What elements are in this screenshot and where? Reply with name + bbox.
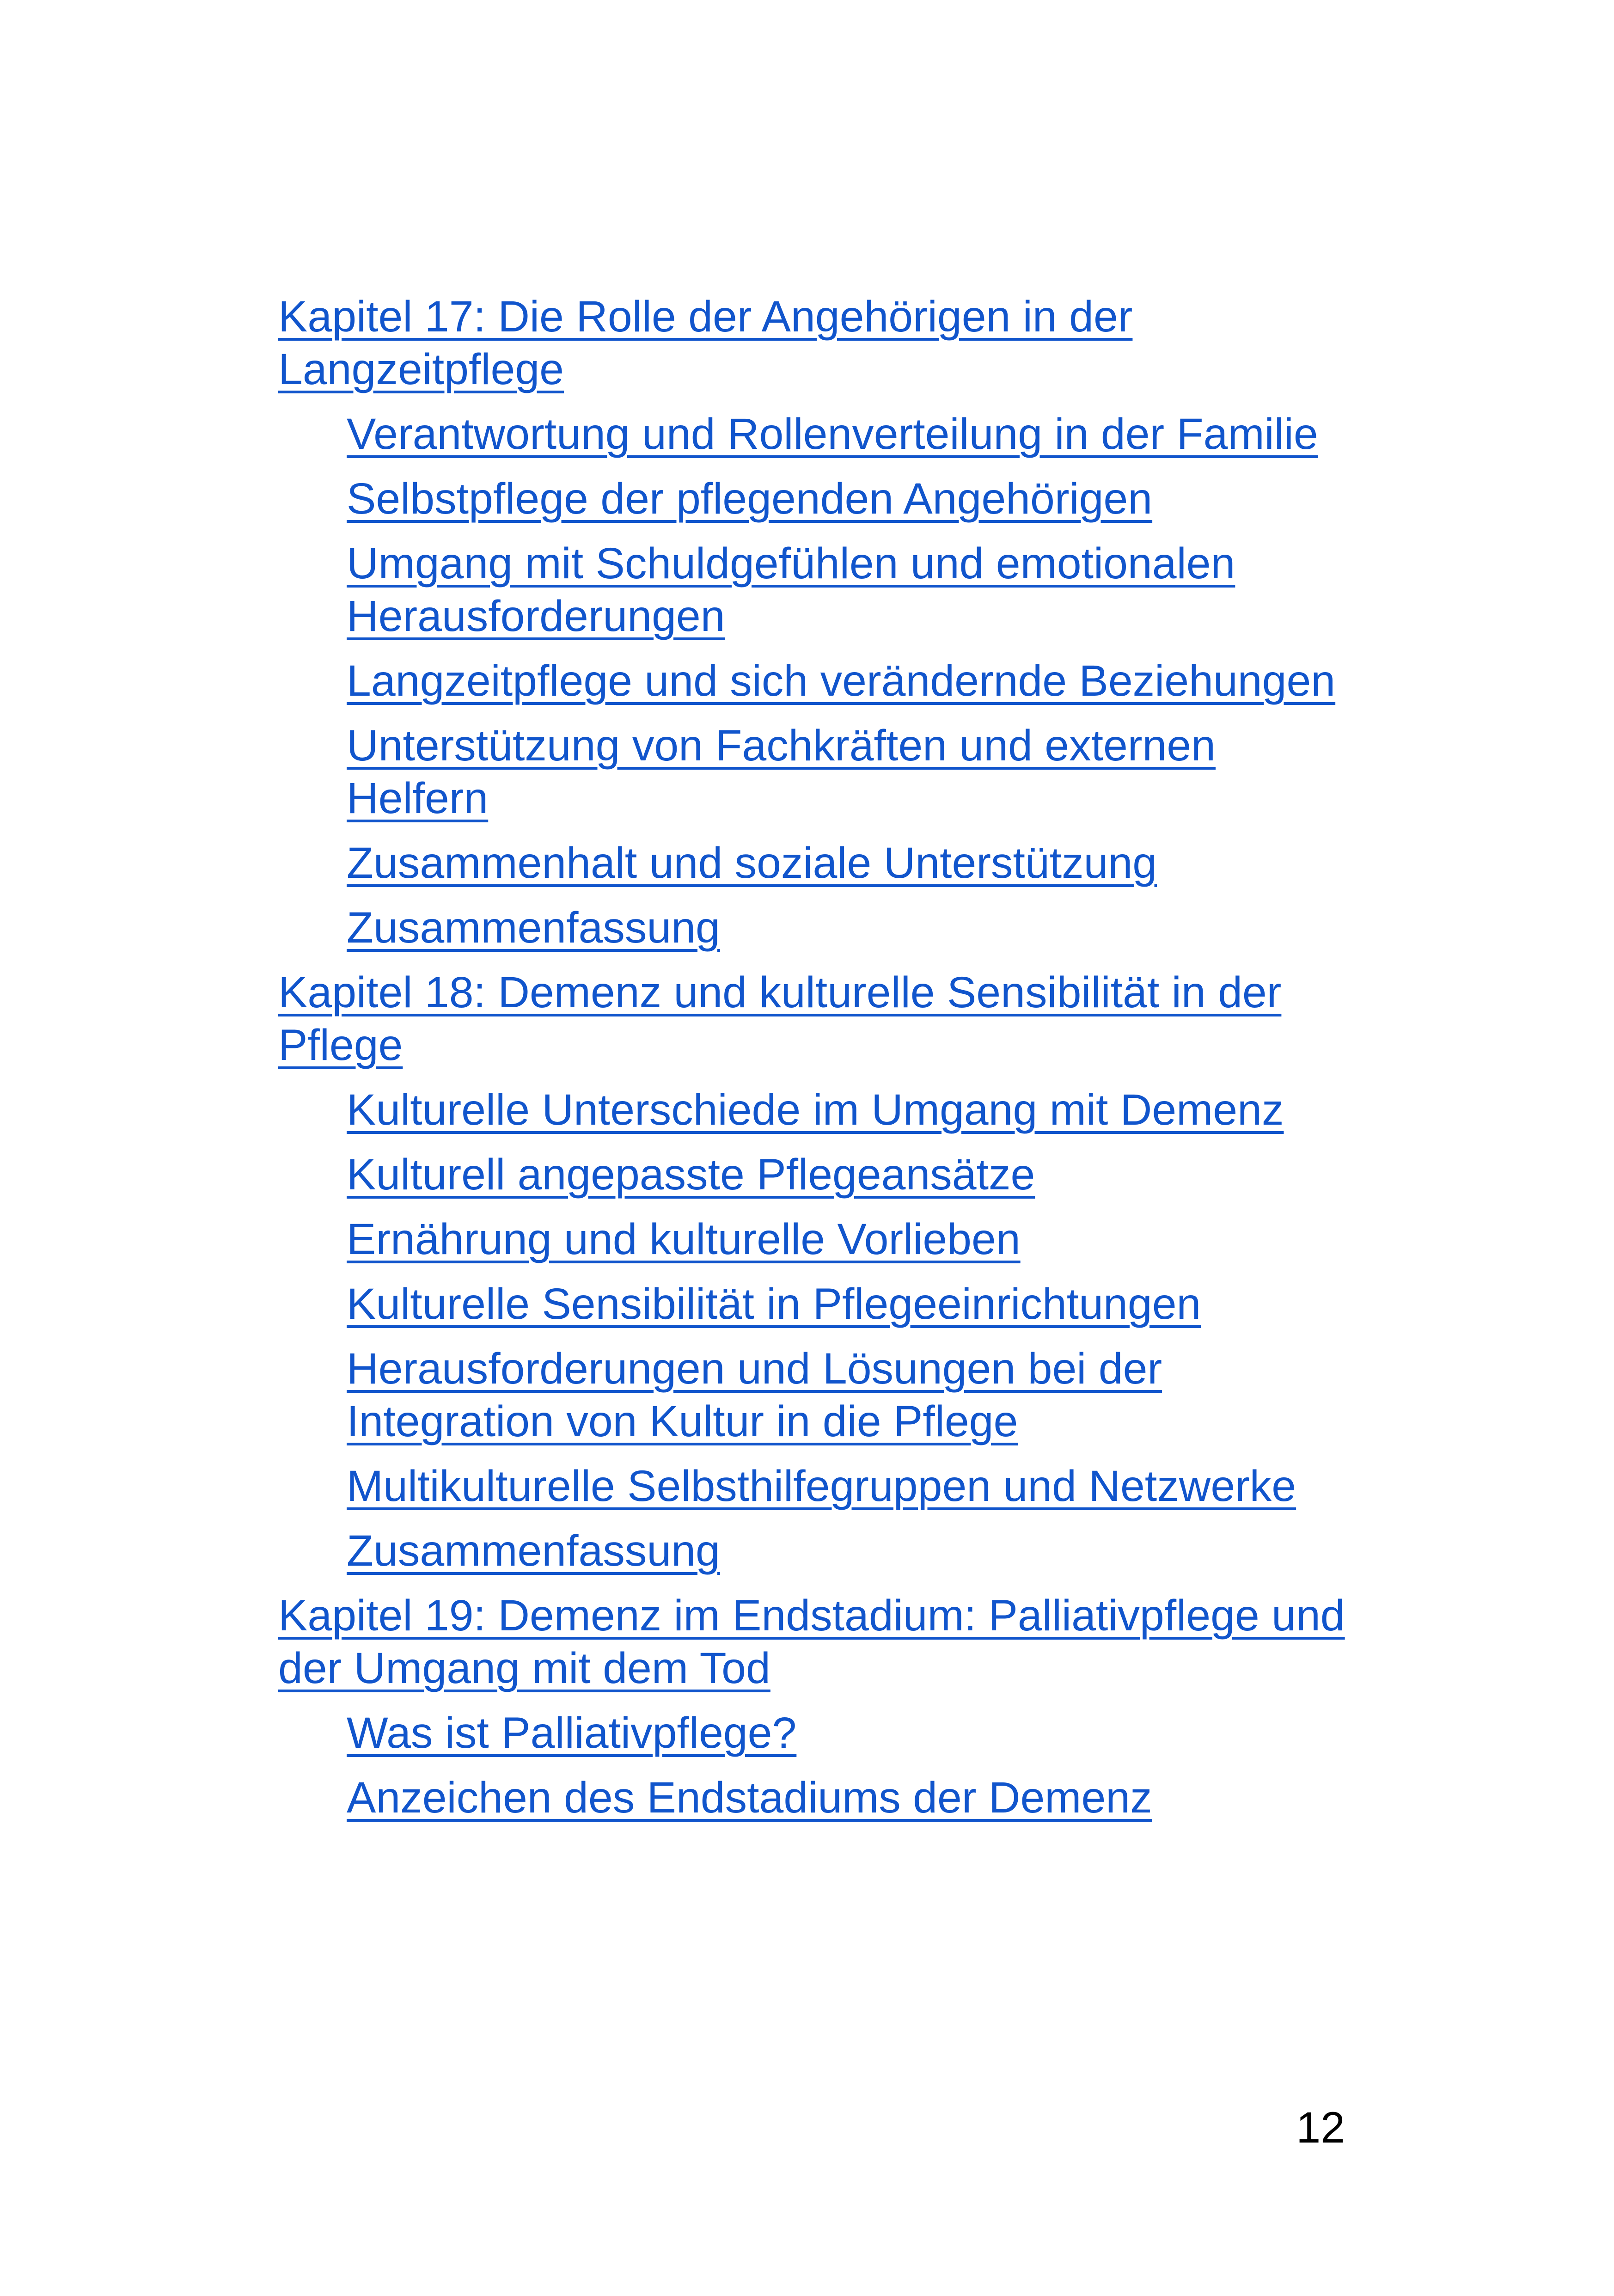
toc-chapter-18-link[interactable]: Kapitel 18: Demenz und kulturelle Sensibilität in der Pflege — [278, 968, 1282, 1070]
toc-section-link[interactable]: Langzeitpflege und sich verändernde Beziehungen — [347, 656, 1336, 705]
toc-section-link[interactable]: Was ist Palliativpflege? — [347, 1708, 797, 1757]
toc-section-link[interactable]: Umgang mit Schuldgefühlen und emotionalen Herausforderungen — [347, 539, 1235, 641]
toc-section-link[interactable]: Ernährung und kulturelle Vorlieben — [347, 1215, 1021, 1264]
toc-section-link[interactable]: Herausforderungen und Lösungen bei der Integration von Kultur in die Pflege — [347, 1344, 1162, 1446]
toc-section-link[interactable]: Selbstpflege der pflegenden Angehörigen — [347, 474, 1153, 523]
toc-section-link[interactable]: Zusammenhalt und soziale Unterstützung — [347, 839, 1157, 888]
page-number: 12 — [1296, 2103, 1345, 2152]
toc-section-link[interactable]: Zusammenfassung — [347, 1526, 720, 1575]
toc-section-link[interactable]: Zusammenfassung — [347, 903, 720, 952]
toc-section-link[interactable]: Kulturelle Sensibilität in Pflegeeinrichtungen — [347, 1280, 1201, 1329]
toc-section-link[interactable]: Kulturelle Unterschiede im Umgang mit Demenz — [347, 1085, 1284, 1134]
toc-chapter-17-link[interactable]: Kapitel 17: Die Rolle der Angehörigen in der Langzeitpflege — [278, 292, 1133, 394]
toc-section-link[interactable]: Verantwortung und Rollenverteilung in der Familie — [347, 410, 1318, 459]
toc-chapter-19-link[interactable]: Kapitel 19: Demenz im Endstadium: Palliativpflege und der Umgang mit dem Tod — [278, 1591, 1345, 1693]
toc-section-link[interactable]: Kulturell angepasste Pflegeansätze — [347, 1150, 1035, 1199]
toc-section-link[interactable]: Multikulturelle Selbsthilfegruppen und Netzwerke — [347, 1462, 1296, 1511]
toc-section-link[interactable]: Anzeichen des Endstadiums der Demenz — [347, 1773, 1152, 1822]
toc-section-link[interactable]: Unterstützung von Fachkräften und externen Helfern — [347, 721, 1216, 823]
table-of-contents — [278, 290, 1355, 1836]
